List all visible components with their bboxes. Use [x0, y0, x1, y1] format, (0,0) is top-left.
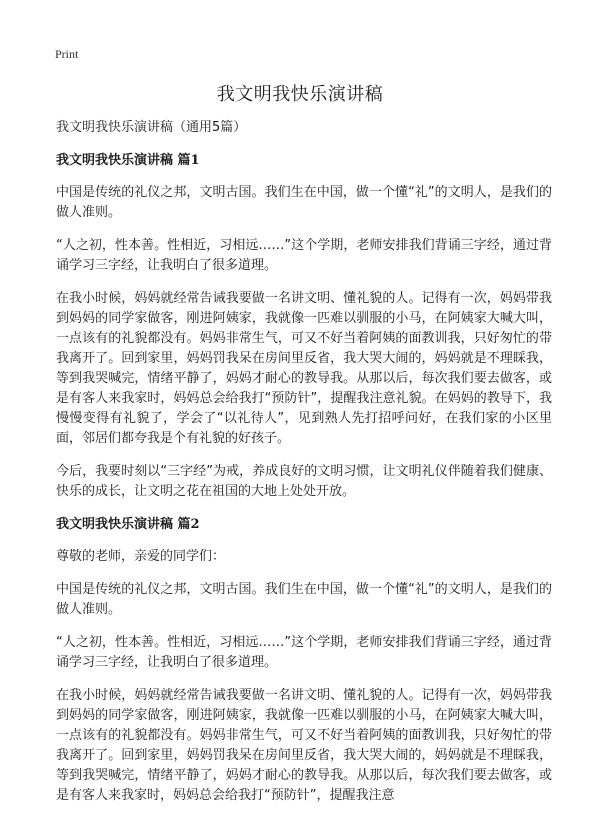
- section-heading: 我文明我快乐演讲稿 篇2: [56, 517, 200, 532]
- paragraph: “人之初，性本善。性相近，习相远……”这个学期，老师安排我们背诵三字经，通过背诵学习三字经，让我明白了很多道理。: [56, 635, 552, 670]
- section-heading: 我文明我快乐演讲稿 篇1: [56, 153, 200, 168]
- document-subtitle: 我文明我快乐演讲稿（通用5篇）: [56, 120, 247, 135]
- paragraph: 尊敬的老师，亲爱的同学们：: [56, 549, 226, 564]
- section-1: [56, 151, 552, 502]
- paragraph: 在我小时候，妈妈就经常告诫我要做一名讲文明、懂礼貌的人。记得有一次，妈妈带我到妈妈的同学家做客，刚进阿姨家，我就像一匹难以驯服的小马，在阿姨家大喊大叫，一点该有的礼貌都没有。妈妈非常生气，可又不好当着阿姨的面教训我，只好匆忙的带我离开了。回到家里，妈妈罚我呆在房间里反省，我大哭大闹的，妈妈就是不理睬我，等到我哭喊完，情绪平静了，妈妈才耐心的教导我。从那以后，每次我们要去做客，或是有客人来我家时，妈妈总会给我打“预防针”，提醒我注意: [56, 688, 552, 803]
- paragraph: 在我小时候，妈妈就经常告诫我要做一名讲文明、懂礼貌的人。记得有一次，妈妈带我到妈妈的同学家做客，刚进阿姨家，我就像一匹难以驯服的小马，在阿姨家大喊大叫，一点该有的礼貌都没有。妈妈非常生气，可又不好当着阿姨的面教训我，只好匆忙的带我离开了。回到家里，妈妈罚我呆在房间里反省，我大哭大闹的，妈妈就是不理睬我，等到我哭喊完，情绪平静了，妈妈才耐心的教导我。从那以后，每次我们要去做客，或是有客人来我家时，妈妈总会给我打“预防针”，提醒我注意礼貌。在妈妈的教导下，我慢慢变得有礼貌了，学会了“以礼待人”，见到熟人先打招呼问好，在我们家的小区里面，邻居们都夸我是个有礼貌的好孩子。: [56, 291, 552, 446]
- paragraph: 今后，我要时刻以“三字经”为戒，养成良好的文明习惯，让文明礼仪伴随着我们健康、快乐的成长，让文明之花在祖国的大地上处处开放。: [56, 464, 552, 499]
- page-title: 我文明我快乐演讲稿: [216, 84, 384, 105]
- paragraph: “人之初，性本善。性相近，习相远……”这个学期，老师安排我们背诵三字经，通过背诵学习三字经，让我明白了很多道理。: [56, 238, 552, 273]
- paragraph: 中国是传统的礼仪之邦，文明古国。我们生在中国，做一个懂“礼”的文明人，是我们的做人准则。: [56, 185, 552, 220]
- print-link[interactable]: Print: [55, 47, 79, 61]
- paragraph: 中国是传统的礼仪之邦，文明古国。我们生在中国，做一个懂“礼”的文明人，是我们的做人准则。: [56, 582, 552, 617]
- section-2: [56, 515, 552, 806]
- document-body: [56, 118, 552, 819]
